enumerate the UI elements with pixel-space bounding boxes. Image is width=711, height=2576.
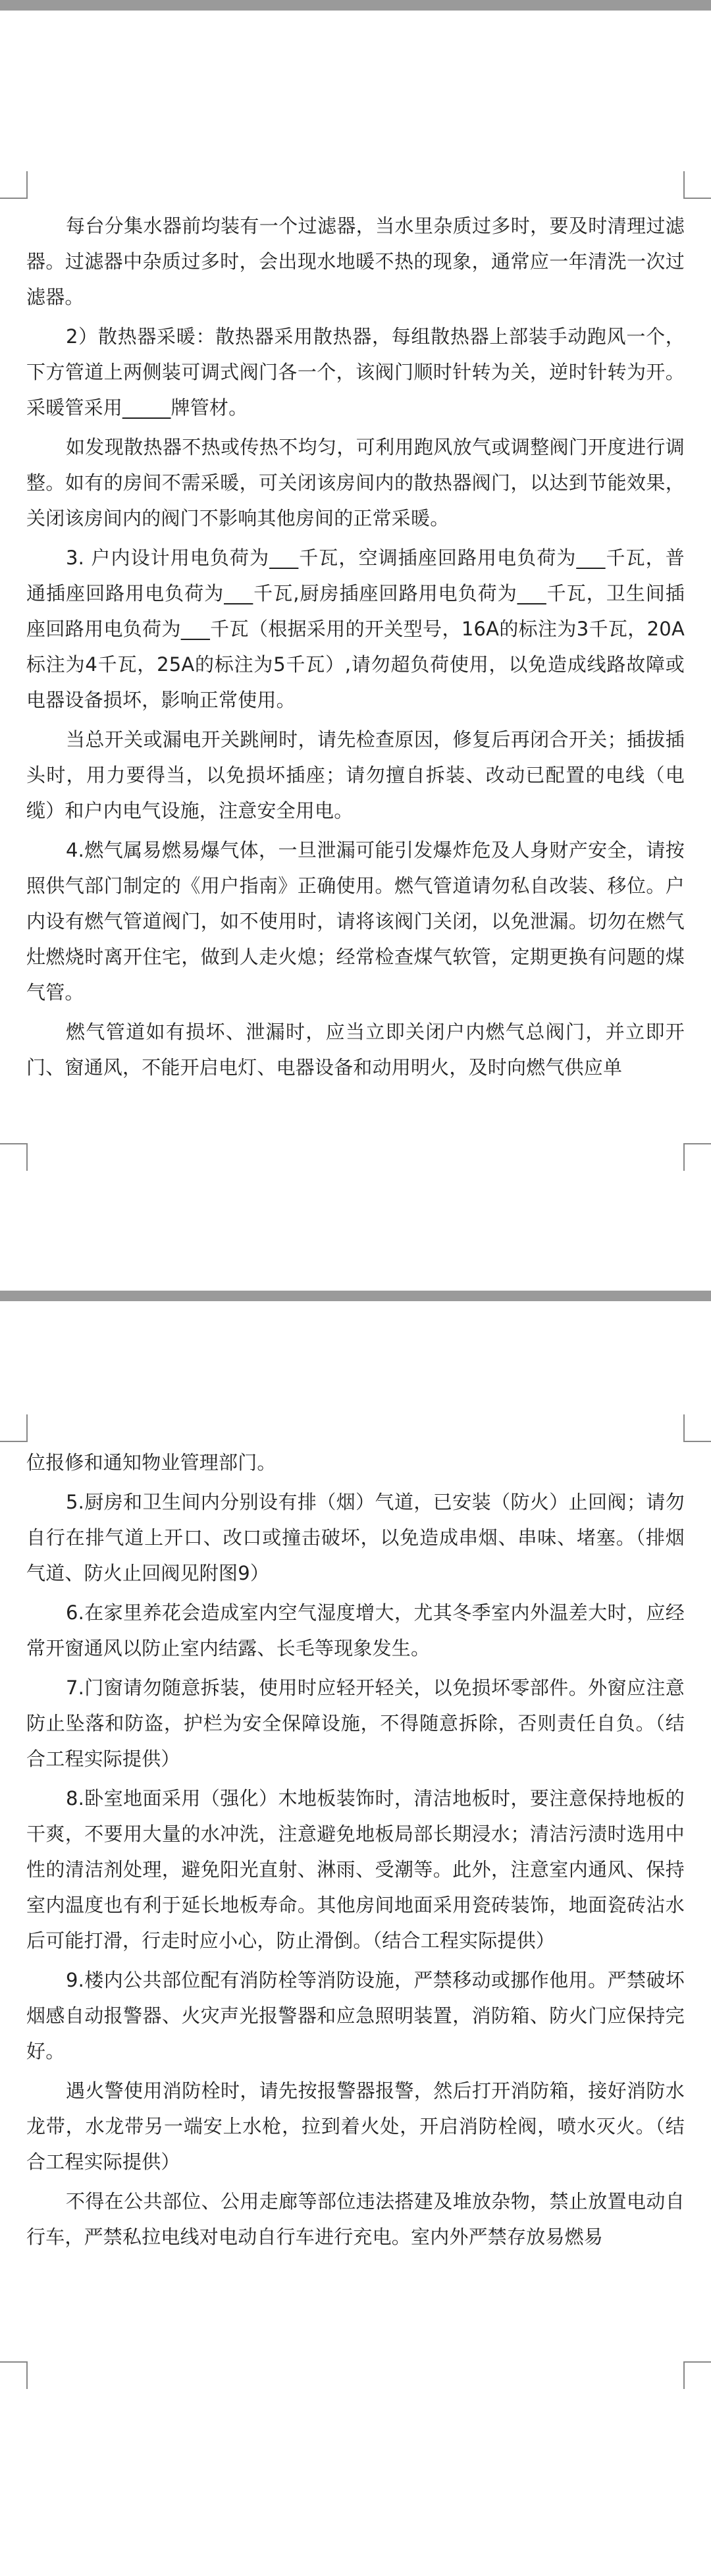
paragraph: 3. 户内设计用电负荷为___千瓦，空调插座回路用电负荷为___千瓦，普通插座回路用电负荷为___千瓦,厨房插座回路用电负荷为___千瓦，卫生间插座回路用电负荷为___千瓦（根据采用的开关型号，16A的标注为3千瓦，20A标注为4千瓦，25A的标注为5千瓦）,请勿超负荷使用，以免造成线路故障或电器设备损坏，影响正常使用。 [26,547,685,711]
document-page-1 [0,11,711,1291]
corner-mark-top-left [0,1414,28,1442]
corner-mark-bottom-right [683,1143,711,1171]
top-gray-bar [0,0,711,11]
page-2-body [26,1445,685,2259]
page-1-body [26,208,685,1089]
paragraph: 5.厨房和卫生间内分别设有排（烟）气道，已安装（防火）止回阀；请勿自行在排气道上开口、改口或撞击破坏，以免造成串烟、串味、堵塞。（排烟气道、防火止回阀见附图9） [26,1491,685,1584]
paragraph: 7.门窗请勿随意拆装，使用时应轻开轻关，以免损坏零部件。外窗应注意防止坠落和防盗，护栏为安全保障设施，不得随意拆除，否则责任自负。（结合工程实际提供） [26,1677,685,1770]
paragraph: 如发现散热器不热或传热不均匀，可利用跑风放气或调整阀门开度进行调整。如有的房间不需采暖，可关闭该房间内的散热器阀门，以达到节能效果，关闭该房间内的阀门不影响其他房间的正常采暖。 [26,436,685,529]
document-page-2 [0,1301,711,2576]
paragraph: 不得在公共部位、公用走廊等部位违法搭建及堆放杂物，禁止放置电动自行车，严禁私拉电线对电动自行车进行充电。室内外严禁存放易燃易 [26,2190,685,2248]
paragraph: 当总开关或漏电开关跳闸时，请先检查原因，修复后再闭合开关；插拔插头时，用力要得当，以免损坏插座；请勿擅自拆装、改动已配置的电线（电缆）和户内电气设施，注意安全用电。 [26,728,685,822]
paragraph: 每台分集水器前均装有一个过滤器，当水里杂质过多时，要及时清理过滤器。过滤器中杂质过多时，会出现水地暖不热的现象，通常应一年清洗一次过滤器。 [26,215,685,308]
paragraph: 燃气管道如有损坏、泄漏时，应当立即关闭户内燃气总阀门，并立即开门、窗通风，不能开启电灯、电器设备和动用明火，及时向燃气供应单 [26,1021,685,1079]
corner-mark-top-right [683,1414,711,1442]
paragraph: 4.燃气属易燃易爆气体，一旦泄漏可能引发爆炸危及人身财产安全，请按照供气部门制定的《用户指南》正确使用。燃气管道请勿私自改装、移位。户内设有燃气管道阀门，如不使用时，请将该阀门关闭，以免泄漏。切勿在燃气灶燃烧时离开住宅，做到人走火熄；经常检查煤气软管，定期更换有问题的煤气管。 [26,839,685,1004]
paragraph: 9.楼内公共部位配有消防栓等消防设施，严禁移动或挪作他用。严禁破坏烟感自动报警器、火灾声光报警器和应急照明装置，消防箱、防火门应保持完好。 [26,1969,685,2062]
corner-mark-bottom-right [683,2361,711,2389]
corner-mark-top-right [683,171,711,199]
paragraph: 遇火警使用消防栓时，请先按报警器报警，然后打开消防箱，接好消防水龙带，水龙带另一端安上水枪，拉到着火处，开启消防栓阀，喷水灭火。（结合工程实际提供） [26,2080,685,2173]
page-separator [0,1291,711,1301]
corner-mark-top-left [0,171,28,199]
paragraph: 位报修和通知物业管理部门。 [26,1451,276,1474]
paragraph: 6.在家里养花会造成室内空气湿度增大，尤其冬季室内外温差大时，应经常开窗通风以防止室内结露、长毛等现象发生。 [26,1601,685,1659]
paragraph: 2）散热器采暖：散热器采用散热器，每组散热器上部装手动跑风一个，下方管道上两侧装可调式阀门各一个，该阀门顺时针转为关，逆时针转为开。采暖管采用_____牌管材。 [26,325,685,419]
corner-mark-bottom-left [0,1143,28,1171]
corner-mark-bottom-left [0,2361,28,2389]
paragraph: 8.卧室地面采用（强化）木地板装饰时，清洁地板时，要注意保持地板的干爽，不要用大量的水冲洗，注意避免地板局部长期浸水；清洁污渍时选用中性的清洁剂处理，避免阳光直射、淋雨、受潮等。此外，注意室内通风、保持室内温度也有利于延长地板寿命。其他房间地面采用瓷砖装饰，地面瓷砖沾水后可能打滑，行走时应小心，防止滑倒。（结合工程实际提供） [26,1787,685,1952]
